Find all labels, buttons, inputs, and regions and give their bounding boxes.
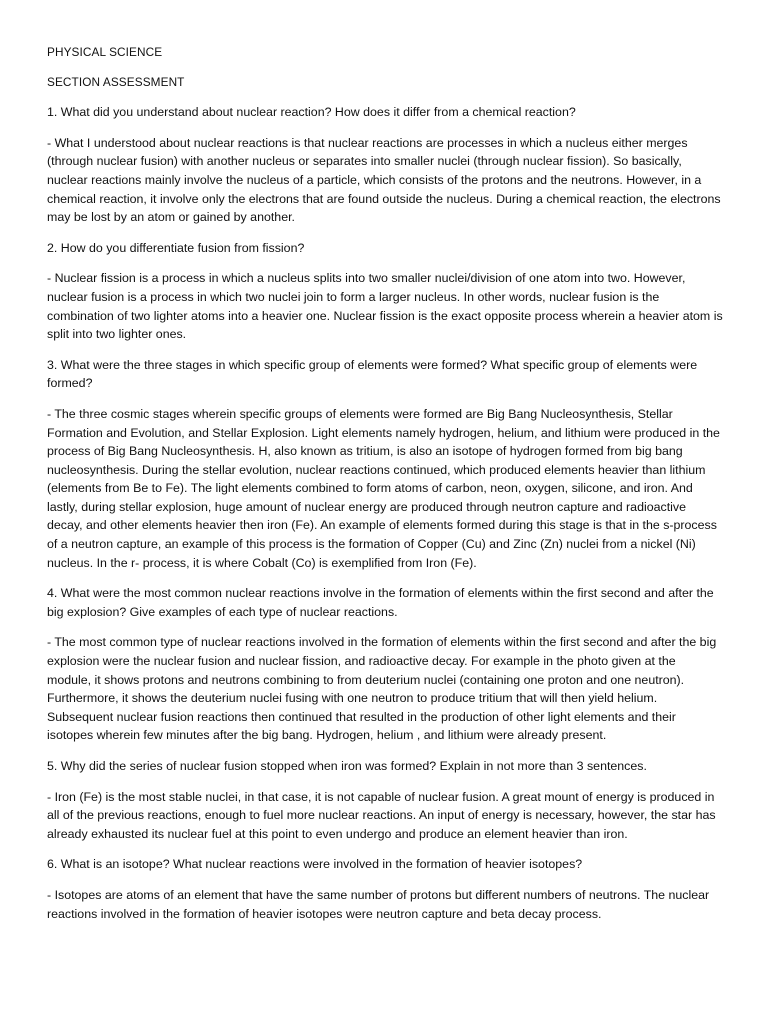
answer-2: - Nuclear fission is a process in which a nucleus splits into two smaller nuclei/division of one atom into two. However, nuclear fusion is a process in which two nuclei join to form a larger nucleus. In other words, nuclear fusion is the combination of two lighter atoms into a heavier one. Nuclear fission is the exact opposite process wherein a heavier atom is split into two lighter ones. xyxy=(47,271,723,342)
document-page xyxy=(47,43,723,935)
answer-3: - The three cosmic stages wherein specific groups of elements were formed are Big Bang Nucleosynthesis, Stellar Formation and Evolution, and Stellar Explosion. Light elements namely hydrogen, helium, and lithium were produced in the process of Big Bang Nucleosynthesis. H, also known as tritium, is also an isotope of hydrogen formed from big bang nucleosynthesis. During the stellar evolution, nuclear reactions continued, which produced elements heavier than lithium (elements from Be to Fe). The light elements combined to form atoms of carbon, neon, oxygen, silicone, and iron. And lastly, during stellar explosion, huge amount of nuclear energy are produced through neutron capture and radioactive decay, and other elements heavier then iron (Fe). An example of elements formed during this stage is that in the s-process of a neutron capture, an example of this process is the formation of Copper (Cu) and Zinc (Zn) nuclei from a nickel (Ni) nucleus. In the r- process, it is where Cobalt (Co) is exemplified from Iron (Fe). xyxy=(47,406,720,570)
answer-6: - Isotopes are atoms of an element that have the same number of protons but different numbers of neutrons. The nuclear reactions involved in the formation of heavier isotopes were neutron capture and beta decay process. xyxy=(47,887,710,921)
answer-5: - Iron (Fe) is the most stable nuclei, in that case, it is not capable of nuclear fusion. A great mount of energy is produced in all of the previous reactions, enough to fuel more nuclear reactions. An input of energy is necessary, however, the star has already exhausted its nuclear fuel at this point to even undergo and produce an element heavier than iron. xyxy=(47,789,716,841)
question-3: 3. What were the three stages in which specific group of elements were formed? What specific group of elements were formed? xyxy=(47,357,698,391)
answer-4: - The most common type of nuclear reactions involved in the formation of elements within the first second and after the big explosion were the nuclear fusion and nuclear fission, and radioactive decay. For example in the photo given at the module, it shows protons and neutrons combining to from deuterium nuclei (containing one proton and one neutron). Furthermore, it shows the deuterium nuclei fusing with one neutron to produce tritium that will then yield helium. Subsequent nuclear fusion reactions then continued that resulted in the production of other light elements and their isotopes wherein few minutes after the big bang. Hydrogen, helium , and lithium were already present. xyxy=(47,635,717,743)
answer-1: - What I understood about nuclear reactions is that nuclear reactions are processes in which a nucleus either merges (through nuclear fusion) with another nucleus or separates into smaller nuclei (through nuclear fission). So basically, nuclear reactions mainly involve the nucleus of a particle, which consists of the protons and the neutrons. However, in a chemical reaction, it involve only the electrons that are found outside the nucleus. During a chemical reaction, the electrons may be lost by an atom or gained by another. xyxy=(47,135,721,225)
document-title: PHYSICAL SCIENCE xyxy=(47,45,163,59)
question-2: 2. How do you differentiate fusion from fission? xyxy=(47,240,305,255)
question-6: 6. What is an isotope? What nuclear reactions were involved in the formation of heavier isotopes? xyxy=(47,857,583,872)
question-5: 5. Why did the series of nuclear fusion stopped when iron was formed? Explain in not more than 3 sentences. xyxy=(47,759,647,773)
section-title: SECTION ASSESSMENT xyxy=(47,74,185,89)
question-1: 1. What did you understand about nuclear reaction? How does it differ from a chemical reaction? xyxy=(47,105,576,120)
question-4: 4. What were the most common nuclear reactions involve in the formation of elements within the first second and after the big explosion? Give examples of each type of nuclear reactions. xyxy=(47,586,714,619)
